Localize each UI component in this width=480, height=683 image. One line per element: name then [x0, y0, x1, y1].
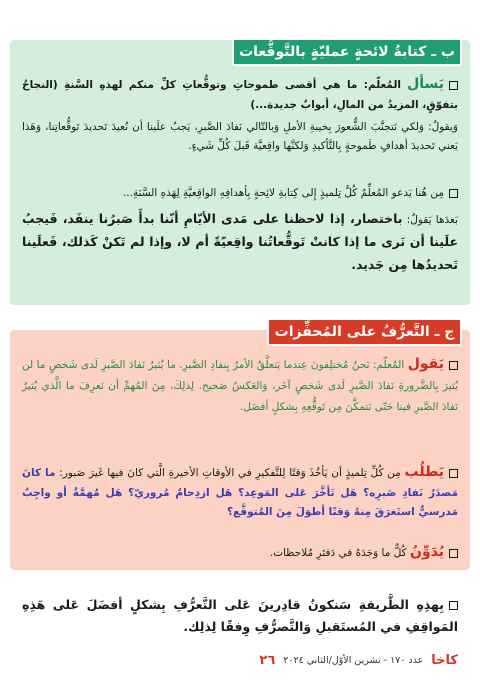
- paragraph-text: مِن هُنا يَدعو المُعلِّمُ كُلَّ تِلميذٍ إِلى كِتابةِ لائِحةٍ بِأهدافِهِ الواقِعيَّةِ لِهَذهِ السَّنَةِ...: [122, 187, 444, 199]
- paragraph-text: مِن كُلِّ تِلميذٍ أن يَأخُذَ وَقتًا لِلتَّفكيرِ في الأوقاتِ الأخيرةِ الَّتي كانَ فيها غَيرَ صَبور:: [59, 467, 401, 479]
- final-note-text: بِهذِهِ الطَّريقةِ سَنكونُ قادِرينَ عَلى التَّعرُّفِ بِشكلٍ أفضَلَ عَلى هَذِهِ المَواقِفِ في المُستَقبلِ وَالتَّصرُّفِ وِفقًا لِذلِك.: [22, 597, 458, 634]
- question-text: ما كانَ مَصدَرُ نَفادِ صَبرِه؟ هَل تَأخَّرَ عَلى المَوعِد؟ هَل ازدِحامٌ مُروريّ؟ هَل مُهمَّةٌ أو واجِبٌ مَدرسيٌّ استَغرَقَ مِنهُ وَقتًا أطوَلَ مِنَ المُتوقَّع؟: [22, 467, 458, 518]
- section-a-paragraph-3: [22, 184, 458, 203]
- page-footer: [259, 651, 458, 669]
- paragraph-text: باختصار، إذا لاحظنا على مَدى الأيّامِ أنّنا بدأَ صَبرُنا ينفَد، فَيجبُ علَينا أن نَرى ما إذا كانتْ تَوقُّعاتُنا واقِعيّةً أم لا، وإذا لم تَكنْ كَذلك، فَعلَينا تَحديدُها مِن جَديد.: [22, 211, 458, 272]
- lead-verb: يَطلُب: [404, 464, 444, 480]
- section-a-paragraph-2: وَيقولُ: وَلكي نَتجنَّبَ الشُّعورَ بِخيبةِ الأملِ وَبالتّالي نَفادَ الصَّبرِ، يَجبُ علَينا أن نُعيدَ تَحديدَ تَوقُّعاتِنا، وَهَذا يَعني تَحديدَ أهدافٍ طَموحةٍ بِالتَّأكيدِ وَلكنَّها واقِعيَّة قَبلَ كُلِّ شَيءٍ.: [22, 121, 458, 152]
- square-bullet-icon: [449, 549, 458, 558]
- magazine-brand: كاخا: [431, 652, 458, 668]
- paragraph-text: كُلٌّ ما وَجَدَهُ في دَفتَرِ مُلاحظات.: [269, 547, 407, 559]
- lead-text: بَعدَها يَقولُ:: [406, 214, 458, 226]
- square-bullet-icon: [449, 81, 458, 90]
- section-b-paragraph-3: [22, 540, 458, 564]
- section-a-paragraph-4: [22, 208, 458, 277]
- section-a-paragraph-1: [22, 72, 458, 115]
- lead-verb: يُدَوِّنُ: [410, 544, 444, 560]
- square-bullet-icon: [449, 601, 458, 610]
- lead-verb: يَقول: [407, 356, 444, 372]
- issue-info: عدد ١٧٠ - تشرين الأوّل/الثاني ٢٠٢٤: [283, 654, 424, 666]
- section-a-heading: ب ـ كتابةُ لائحةٍ عمليّةٍ بالتَّوقُّعات: [232, 38, 462, 66]
- square-bullet-icon: [449, 189, 458, 198]
- section-b-paragraph-1: [22, 352, 458, 418]
- page-number: ٢٦: [259, 652, 276, 668]
- paragraph-text: المُعلّم: ما هي أقصى طموحاتِ وتوقُّعاتِ كلِّ منكم لهذهِ السَّنةِ (النجاحُ بتفوّقٍ، المزيدُ من المالِ، أبوابٌ جديدة...): [22, 79, 458, 111]
- square-bullet-icon: [449, 361, 458, 370]
- section-b-heading: ج ـ التَّعرُّفُ على المُحفِّزات: [267, 318, 462, 346]
- paragraph-text: المُعلّم: نَحنُ مُختلِفونَ عِندما يَتعلَّقُ الأمرُ بِنفادِ الصَّبرِ. ما يُثيرُ نَفادَ الصَّبرِ لَدى شَخصٍ ما لن يُثيرَ بِالضَّرورةِ نَفادَ الصَّبرِ لَدى شَخصٍ آخَر، وَالعَكسُ صَحيح. لِذلِكَ، مِنَ المُهمِّ أن نَعرِفَ ما الَّذي يُثيرُ نَفادَ الصَّبرِ فينا حَتّى نَتمكَّنَ مِن تَوقُّعِهِ بِشكلٍ أفضَل.: [22, 359, 458, 413]
- lead-verb: يَسأل: [407, 76, 444, 92]
- square-bullet-icon: [449, 469, 458, 478]
- final-note: [22, 594, 458, 638]
- section-b-paragraph-2: [22, 460, 458, 522]
